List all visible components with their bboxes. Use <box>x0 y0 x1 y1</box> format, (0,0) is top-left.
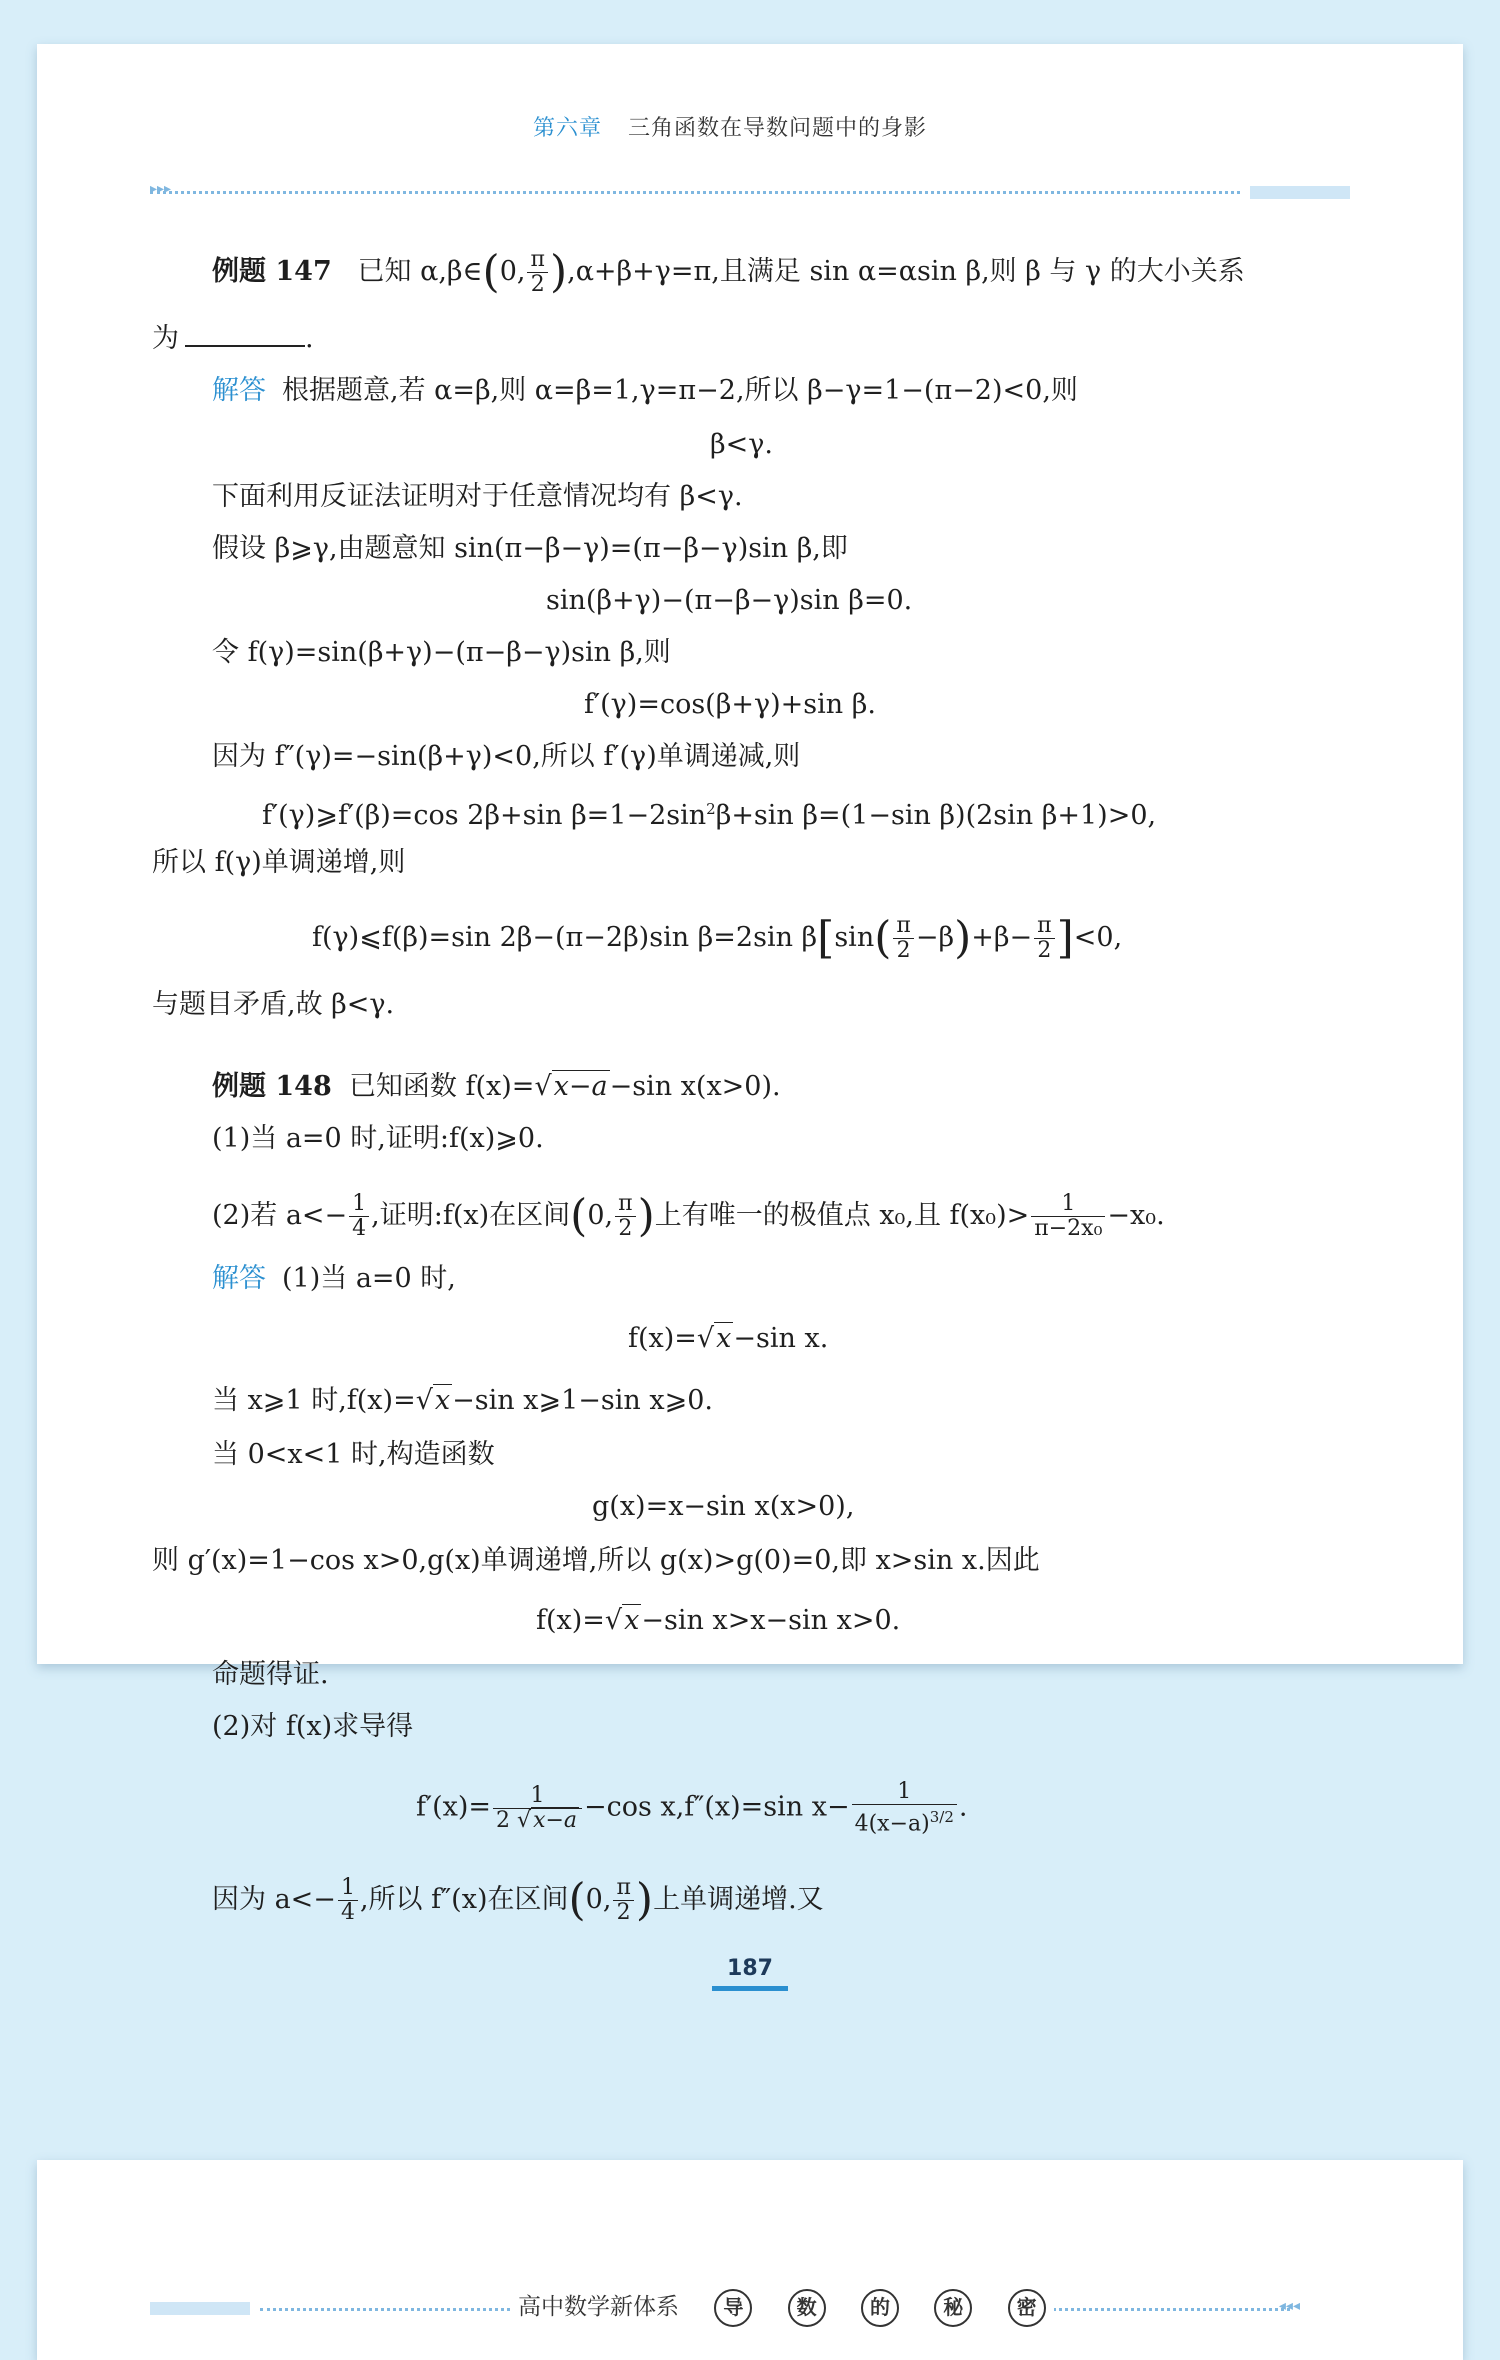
footer-bar <box>150 2302 250 2315</box>
ex148-q2b: ,证明:f(x)在区间 <box>371 1200 571 1231</box>
ex147-stem-c: 为 <box>152 323 179 354</box>
series-title <box>510 2288 1054 2327</box>
solution-label: 解答 <box>212 1263 266 1294</box>
fraction-pi-2: $\frac{\pi}{2}$ <box>1034 914 1054 963</box>
ex148-s10c: . <box>958 1791 968 1823</box>
ex147-stem-a: 已知 α,β∈ <box>357 256 483 287</box>
ex148-s7-root: x <box>624 1605 640 1636</box>
footer-arrow-icon: ◂◂◂ <box>1278 2298 1300 2314</box>
ex148-q1: (1)当 a=0 时,证明:f(x)⩾0. <box>212 1123 544 1154</box>
ex147-sol-7: f′(γ)=cos(β+γ)+sin β. <box>584 689 876 720</box>
seal-icon: 秘 <box>934 2289 972 2327</box>
ex148-label: 例题 148 <box>212 1071 332 1102</box>
fraction-1-over: $\frac{1}{\text{π−2x₀}}$ <box>1031 1192 1105 1241</box>
ex148-stem-a: 已知函数 f(x)= <box>348 1071 535 1102</box>
ex148-s10-root: x−a <box>533 1807 578 1833</box>
page-number: 187 <box>727 1956 773 1981</box>
ex148-s10den1: 2 <box>496 1807 511 1833</box>
seal-icon: 密 <box>1008 2289 1046 2327</box>
ex148-s10b: −cos x,f″(x)=sin x− <box>584 1791 850 1823</box>
ex148-stem-b: −sin x(x>0). <box>609 1071 781 1102</box>
ex148-sol-3: 当 x⩾1 时,f(x)=√x−sin x⩾1−sin x⩾0. <box>212 1385 713 1416</box>
ex148-zero: 0 <box>587 1200 605 1231</box>
ex148-s2a: f(x)= <box>628 1323 697 1354</box>
ex148-s3-root: x <box>434 1385 451 1416</box>
ex148-sol-5: g(x)=x−sin x(x>0), <box>592 1491 855 1522</box>
ex148-q2c: 上有唯一的极值点 x₀,且 f(x₀)> <box>654 1200 1030 1231</box>
ex148-s2-root: x <box>716 1323 732 1354</box>
ex147-s11d: +β− <box>971 922 1033 953</box>
ex147-zero: 0 <box>499 256 517 287</box>
ex147-sol-8: 因为 f″(γ)=−sin(β+γ)<0,所以 f′(γ)单调递减,则 <box>212 741 801 772</box>
ex147-sol-3: 下面利用反证法证明对于任意情况均有 β<γ. <box>212 481 743 512</box>
ex148-sol-7: f(x)=√x−sin x>x−sin x>0. <box>536 1605 901 1636</box>
fraction-derivative-1: $\frac{1}{2 √x-a}$ <box>493 1784 582 1833</box>
page-number-bar <box>712 1986 788 1991</box>
ex147-s11e: <0, <box>1073 922 1123 953</box>
ex147-sol-2: β<γ. <box>710 429 773 460</box>
ex147-stem-end: 为 . <box>152 323 314 354</box>
ex147-sol-1 <box>212 374 1078 408</box>
header-arrow-icon: ▸▸▸ <box>150 181 172 197</box>
ex148-sol-6: 则 g′(x)=1−cos x>0,g(x)单调递增,所以 g(x)>g(0)=0,即 x>sin x.因此 <box>152 1545 1040 1576</box>
next-page-header <box>150 2288 1350 2328</box>
fraction-pi-2: $\frac{\pi}{2}$ <box>613 1876 633 1925</box>
fraction-1-4: $\frac{1}{4}$ <box>338 1876 358 1925</box>
ex148-s10den2: 4(x−a) <box>854 1811 930 1837</box>
ex148-s11a: 因为 a<− <box>212 1884 336 1915</box>
ex148-s11-zero: 0 <box>585 1884 603 1915</box>
ex148-s11c: 上单调递增.又 <box>653 1884 824 1915</box>
fraction-pi-2: $\frac{\pi}{2}$ <box>527 248 547 297</box>
ex148-q2: (2)若 a<− $\frac{1}{4}$ ,证明:f(x)在区间(0, $\frac{\pi}{2}$ )上有唯一的极值点 x₀,且 f(x₀)> $\frac{1}{\text{π−2x₀}}$ −x₀. <box>212 1190 1165 1242</box>
ex147-s11a: f(γ)⩽f(β)=sin 2β−(π−2β)sin β=2sin β <box>312 922 818 953</box>
header-title <box>110 111 1350 142</box>
chapter-label: 第六章 <box>532 116 602 141</box>
chapter-title: 三角函数在导数问题中的身影 <box>628 116 928 141</box>
ex148-sol-2: f(x)=√x−sin x. <box>628 1323 829 1354</box>
header-dotted-line <box>150 191 1240 194</box>
fraction-1-4: $\frac{1}{4}$ <box>349 1192 369 1241</box>
ex147-sol-11: f(γ)⩽f(β)=sin 2β−(π−2β)sin β=2sin β[sin( $\frac{\pi}{2}$ −β)+β− $\frac{\pi}{2}$ ]<0, <box>312 912 1123 964</box>
ex147-s1: 根据题意,若 α=β,则 α=β=1,γ=π−2,所以 β−γ=1−(π−2)<0,则 <box>282 375 1078 406</box>
ex148-sol-8: 命题得证. <box>212 1659 329 1690</box>
answer-blank <box>185 345 305 347</box>
ex147-s11c: −β <box>915 922 955 953</box>
ex148-s1: (1)当 a=0 时, <box>282 1263 456 1294</box>
ex147-s9-sup: 2 <box>706 800 716 818</box>
ex148-sol-1 <box>212 1262 456 1296</box>
seal-icon: 的 <box>861 2289 899 2327</box>
ex148-s3b: −sin x⩾1−sin x⩾0. <box>452 1385 713 1416</box>
ex147-stem-b: ,α+β+γ=π,且满足 sin α=αsin β,则 β 与 γ 的大小关系 <box>567 256 1245 287</box>
solution-label: 解答 <box>212 375 266 406</box>
ex147-s11b: sin <box>834 922 875 953</box>
ex147-s9a: f′(γ)⩾f′(β)=cos 2β+sin β=1−2sin <box>262 800 707 831</box>
ex147-sol-9 <box>262 792 1156 833</box>
ex147-sol-4: 假设 β⩾γ,由题意知 sin(π−β−γ)=(π−β−γ)sin β,即 <box>212 533 848 564</box>
seal-icon: 导 <box>714 2289 752 2327</box>
page-188 <box>37 2160 1463 2360</box>
fraction-derivative-2: $\frac{1}{4(x-a)^{3/2}}$ <box>852 1780 957 1836</box>
ex148-s7b: −sin x>x−sin x>0. <box>641 1605 901 1636</box>
ex148-root: x−a <box>553 1071 608 1102</box>
ex147-sol-6: 令 f(γ)=sin(β+γ)−(π−β−γ)sin β,则 <box>212 637 671 668</box>
ex147-label: 例题 147 <box>212 256 332 287</box>
fraction-pi-2: $\frac{\pi}{2}$ <box>893 914 913 963</box>
ex148-q2d: −x₀. <box>1107 1200 1165 1231</box>
fraction-pi-2: $\frac{\pi}{2}$ <box>615 1192 635 1241</box>
ex148-s7a: f(x)= <box>536 1605 605 1636</box>
ex148-s11b: ,所以 f″(x)在区间 <box>359 1884 569 1915</box>
ex147-s9b: β+sin β=(1−sin β)(2sin β+1)>0, <box>715 800 1157 831</box>
seal-icon: 数 <box>788 2289 826 2327</box>
series-name: 高中数学新体系 <box>518 2294 679 2320</box>
running-header <box>110 111 1350 201</box>
ex148-sol-9: (2)对 f(x)求导得 <box>212 1711 414 1742</box>
ex148-s3a: 当 x⩾1 时,f(x)= <box>212 1385 416 1416</box>
ex148-sol-10 <box>416 1780 967 1836</box>
ex147-sol-5: sin(β+γ)−(π−β−γ)sin β=0. <box>546 585 913 616</box>
ex147-sol-10: 所以 f(γ)单调递增,则 <box>152 847 406 878</box>
ex148-s10a: f′(x)= <box>416 1791 492 1823</box>
ex148-stem: 例题 148 已知函数 f(x)=√x−a−sin x(x>0). <box>212 1071 781 1102</box>
header-bar <box>1250 186 1350 199</box>
ex147-stem: 例题 147 已知 α,β∈(0, $\frac{\pi}{2}$ ),α+β+γ=π,且满足 sin α=αsin β,则 β 与 γ 的大小关系 <box>212 246 1245 298</box>
ex148-sol-11: 因为 a<− $\frac{1}{4}$ ,所以 f″(x)在区间(0, $\frac{\pi}{2}$ )上单调递增.又 <box>212 1874 824 1926</box>
ex147-sol-12: 与题目矛盾,故 β<γ. <box>152 989 395 1020</box>
ex148-sol-4: 当 0<x<1 时,构造函数 <box>212 1439 495 1470</box>
ex148-q2a: (2)若 a<− <box>212 1200 348 1231</box>
ex148-s2b: −sin x. <box>733 1323 829 1354</box>
